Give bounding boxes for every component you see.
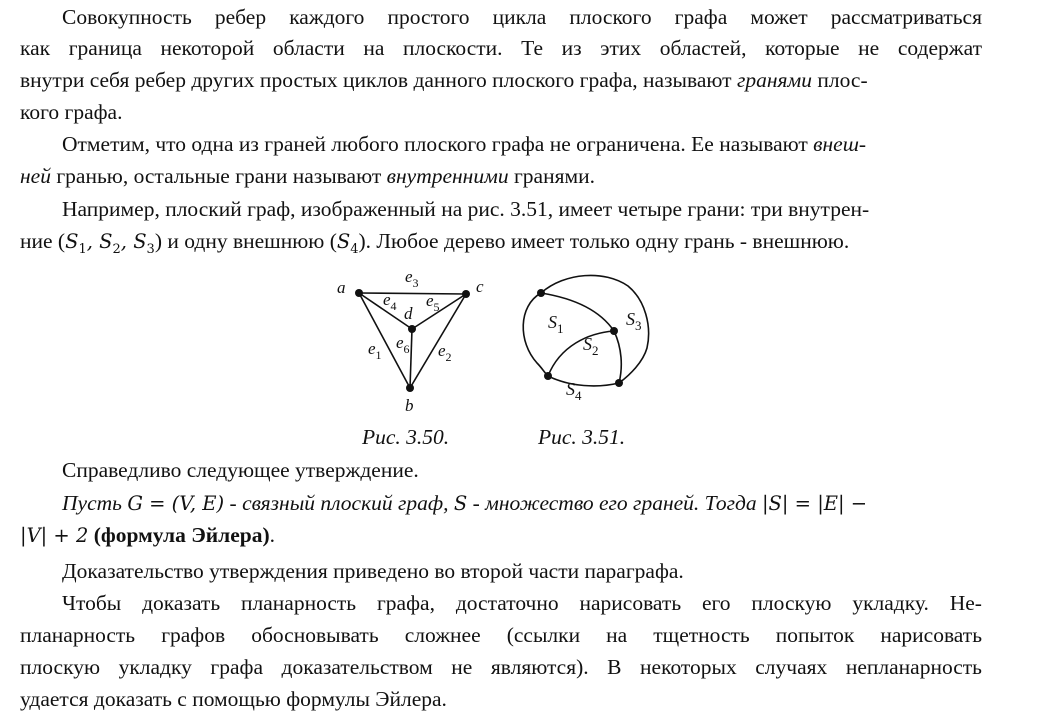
caption-fig-3-50: Рис. 3.50. bbox=[362, 425, 450, 449]
math-s4: $S_4$ bbox=[336, 230, 359, 257]
text: Доказательство утверждения приведено во второй части параграфа. bbox=[62, 559, 684, 583]
label-c: c bbox=[476, 277, 484, 296]
text: гранями. bbox=[513, 164, 595, 188]
word: которые bbox=[765, 36, 840, 60]
word: Не- bbox=[949, 591, 982, 615]
vertex-right bbox=[610, 327, 618, 335]
euler-formula-label: (формула Эйлера) bbox=[93, 523, 270, 547]
word: его bbox=[701, 591, 731, 615]
caption-fig-3-51: Рис. 3.51. bbox=[538, 425, 626, 449]
math-sep: , bbox=[86, 230, 100, 253]
vertex-d bbox=[408, 325, 416, 333]
text: - множество его граней. Тогда bbox=[472, 491, 757, 515]
math-graph: G = (V, E) bbox=[127, 492, 225, 515]
word: плоскую bbox=[20, 655, 101, 679]
theorem-line2 bbox=[20, 519, 275, 552]
word: являются). bbox=[490, 655, 589, 679]
word: Чтобы bbox=[62, 591, 122, 615]
word: на bbox=[606, 623, 628, 647]
para1-line3 bbox=[20, 64, 868, 96]
label-e4: $e_4$ bbox=[383, 290, 397, 313]
word: планарность bbox=[241, 591, 357, 615]
word: плоского bbox=[569, 5, 652, 29]
text: Отметим, что одна из граней любого плоского графа не ограничена. Ее называют bbox=[62, 132, 808, 156]
word: граница bbox=[68, 36, 142, 60]
vertex-c bbox=[462, 290, 470, 298]
word: этих bbox=[600, 36, 642, 60]
text: удается доказать с помощью формулы Эйлера. bbox=[20, 687, 447, 711]
word: доказать bbox=[142, 591, 221, 615]
word: обосновывать bbox=[251, 623, 379, 647]
word: области bbox=[272, 36, 345, 60]
word: содержат bbox=[897, 36, 982, 60]
para6-line1 bbox=[62, 587, 982, 619]
curve-left bbox=[523, 293, 548, 376]
para6-line4 bbox=[20, 683, 447, 715]
word: цикла bbox=[492, 5, 547, 29]
word: укладку. bbox=[852, 591, 929, 615]
term-faces: гранями bbox=[736, 68, 812, 92]
word: Те bbox=[521, 36, 544, 60]
para4 bbox=[62, 454, 419, 486]
word: из bbox=[561, 36, 582, 60]
math-s2: $S_2$ bbox=[99, 230, 121, 257]
para2-line1 bbox=[62, 128, 866, 160]
text: - связный плоский граф, bbox=[229, 491, 449, 515]
vertex-b bbox=[406, 384, 414, 392]
theorem-line1 bbox=[62, 487, 867, 520]
para1-line4 bbox=[20, 96, 122, 128]
math-sep: , bbox=[120, 230, 134, 253]
vertex-top-left bbox=[537, 289, 545, 297]
label-d: d bbox=[404, 304, 413, 323]
term-inner: внутренними bbox=[386, 164, 509, 188]
word: графа, bbox=[376, 591, 435, 615]
word: Совокупность bbox=[62, 5, 192, 29]
word: попыток bbox=[775, 623, 855, 647]
face-s1: $S_1$ bbox=[548, 312, 564, 336]
para6-line3 bbox=[20, 651, 982, 683]
word: областей, bbox=[659, 36, 747, 60]
text: . bbox=[269, 523, 276, 547]
label-b: b bbox=[405, 396, 414, 415]
curve-inner-2 bbox=[548, 331, 614, 376]
para6-line2 bbox=[20, 619, 982, 651]
word: случаях bbox=[755, 655, 828, 679]
word: непланарность bbox=[845, 655, 982, 679]
para3-line1 bbox=[62, 193, 869, 225]
math-s3: $S_3$ bbox=[133, 230, 155, 257]
math-s: S bbox=[453, 492, 468, 515]
vertex-a bbox=[355, 289, 363, 297]
word: не bbox=[858, 36, 880, 60]
word: графа bbox=[210, 655, 263, 679]
face-s3: $S_3$ bbox=[626, 309, 642, 333]
text: Пусть bbox=[62, 491, 122, 515]
label-e2: $e_2$ bbox=[438, 341, 452, 364]
term-outer: ней bbox=[20, 164, 51, 188]
word: (ссылки bbox=[506, 623, 581, 647]
edge-e6 bbox=[410, 329, 412, 388]
label-e3: $e_3$ bbox=[405, 267, 419, 290]
vertex-bottom-left bbox=[544, 372, 552, 380]
edge-e3 bbox=[359, 293, 466, 294]
word: ребер bbox=[214, 5, 267, 29]
word: плоскую bbox=[751, 591, 832, 615]
text: внутри себя ребер других простых циклов данного плоского графа, называют bbox=[20, 68, 732, 92]
label-e6: $e_6$ bbox=[396, 333, 410, 356]
word: графов bbox=[161, 623, 226, 647]
para5 bbox=[62, 555, 684, 587]
word: плоскости. bbox=[403, 36, 503, 60]
word: сложнее bbox=[404, 623, 481, 647]
text: ) и одну внешнюю ( bbox=[154, 229, 337, 253]
text: Справедливо следующее утверждение. bbox=[62, 458, 419, 482]
face-s4: $S_4$ bbox=[566, 379, 582, 403]
word: тщетность bbox=[653, 623, 750, 647]
figure-3-50-graph bbox=[330, 266, 500, 416]
word: рассматриваться bbox=[830, 5, 982, 29]
label-a: a bbox=[337, 278, 346, 297]
word: простого bbox=[387, 5, 470, 29]
figure-3-51-graph bbox=[518, 268, 668, 410]
math-euler-2: |V| + 2 bbox=[20, 524, 89, 547]
label-e1: $e_1$ bbox=[368, 339, 382, 362]
text: ). Любое дерево имеет только одну грань - внешнюю. bbox=[358, 229, 850, 253]
vertex-bottom-right bbox=[615, 379, 623, 387]
word: нарисовать bbox=[880, 623, 982, 647]
curve-bottom bbox=[548, 376, 619, 386]
para3-line2 bbox=[20, 225, 849, 266]
curve-inner-3 bbox=[614, 331, 621, 383]
para1-line1 bbox=[62, 1, 982, 33]
word: каждого bbox=[289, 5, 365, 29]
word: как bbox=[20, 36, 51, 60]
word: доказательством bbox=[281, 655, 433, 679]
text: гранью, остальные грани называют bbox=[56, 164, 382, 188]
face-s2: $S_2$ bbox=[583, 334, 599, 358]
term-outer: внеш- bbox=[813, 132, 867, 156]
para2-line2 bbox=[20, 160, 595, 192]
word: на bbox=[363, 36, 385, 60]
word: некоторой bbox=[160, 36, 255, 60]
word: достаточно bbox=[455, 591, 559, 615]
text: кого графа. bbox=[20, 100, 123, 124]
math-s1: $S_1$ bbox=[65, 230, 87, 257]
word: укладку bbox=[118, 655, 192, 679]
text: плос- bbox=[817, 68, 868, 92]
word: планарность bbox=[20, 623, 136, 647]
word: нарисовать bbox=[579, 591, 682, 615]
word: не bbox=[451, 655, 473, 679]
word: некоторых bbox=[640, 655, 737, 679]
word: графа bbox=[674, 5, 728, 29]
para1-line2 bbox=[20, 32, 982, 64]
math-euler-1: |S| = |E| − bbox=[761, 492, 868, 515]
label-e5: $e_5$ bbox=[426, 291, 440, 314]
word: может bbox=[750, 5, 808, 29]
text: ние ( bbox=[20, 229, 66, 253]
word: В bbox=[607, 655, 622, 679]
text: Например, плоский граф, изображенный на рис. 3.51, имеет четыре грани: три внутрен- bbox=[62, 197, 870, 221]
